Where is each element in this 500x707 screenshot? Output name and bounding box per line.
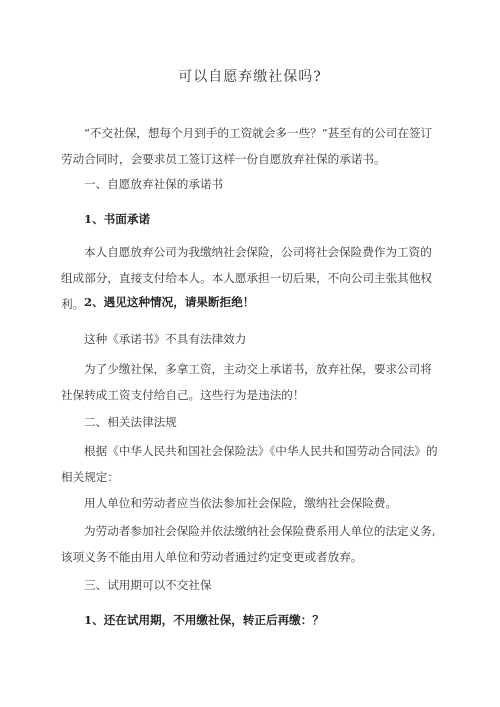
illegal-paragraph: 为了少缴社保，多拿工资，主动交上承诺书，放弃社保，要求公司将社保转成工资支付给自己。这些行为是违法的！	[61, 362, 432, 402]
section-heading-1: 一、自愿放弃社保的承诺书	[84, 177, 224, 191]
intro-paragraph: “不交社保，想每个月到手的工资就会多一些？”甚至有的公司在签订劳动合同时，会要求员工签订这样一份自愿放弃社保的承诺书。	[61, 126, 433, 166]
obligation-line: 用人单位和劳动者应当依法参加社会保险，缴纳社会保险费。	[84, 496, 398, 510]
obligation-paragraph: 为劳动者参加社会保险并依法缴纳社会保险费系用人单位的法定义务,该项义务不能由用人单位和劳动者通过约定变更或者放弃。	[61, 524, 436, 564]
promise-paragraph: 本人自愿放弃公司为我缴纳社会保险，公司将社会保险费作为工资的组成部分，直接支付给本人。本人愿承担一切后果，不向公司主张其他权利。	[61, 245, 433, 311]
page-title: 可以自愿弃缴社保吗?	[178, 69, 322, 85]
section-heading-2: 二、相关法律法规	[84, 415, 177, 429]
subheading-probation: 1、还在试用期，不用缴社保，转正后再缴：？	[84, 613, 324, 627]
subheading-refuse: 2、遇见这种情况，请果断拒绝！	[84, 295, 255, 309]
law-reference-paragraph: 根据《中华人民共和国社会保险法》《中华人民共和国劳动合同法》的相关规定：	[61, 444, 438, 484]
no-legal-effect-line: 这种《承诺书》不具有法律效力	[84, 332, 247, 346]
subheading-written-promise: 1、书面承诺	[84, 212, 151, 226]
section-heading-3: 三、试用期可以不交社保	[84, 578, 212, 592]
